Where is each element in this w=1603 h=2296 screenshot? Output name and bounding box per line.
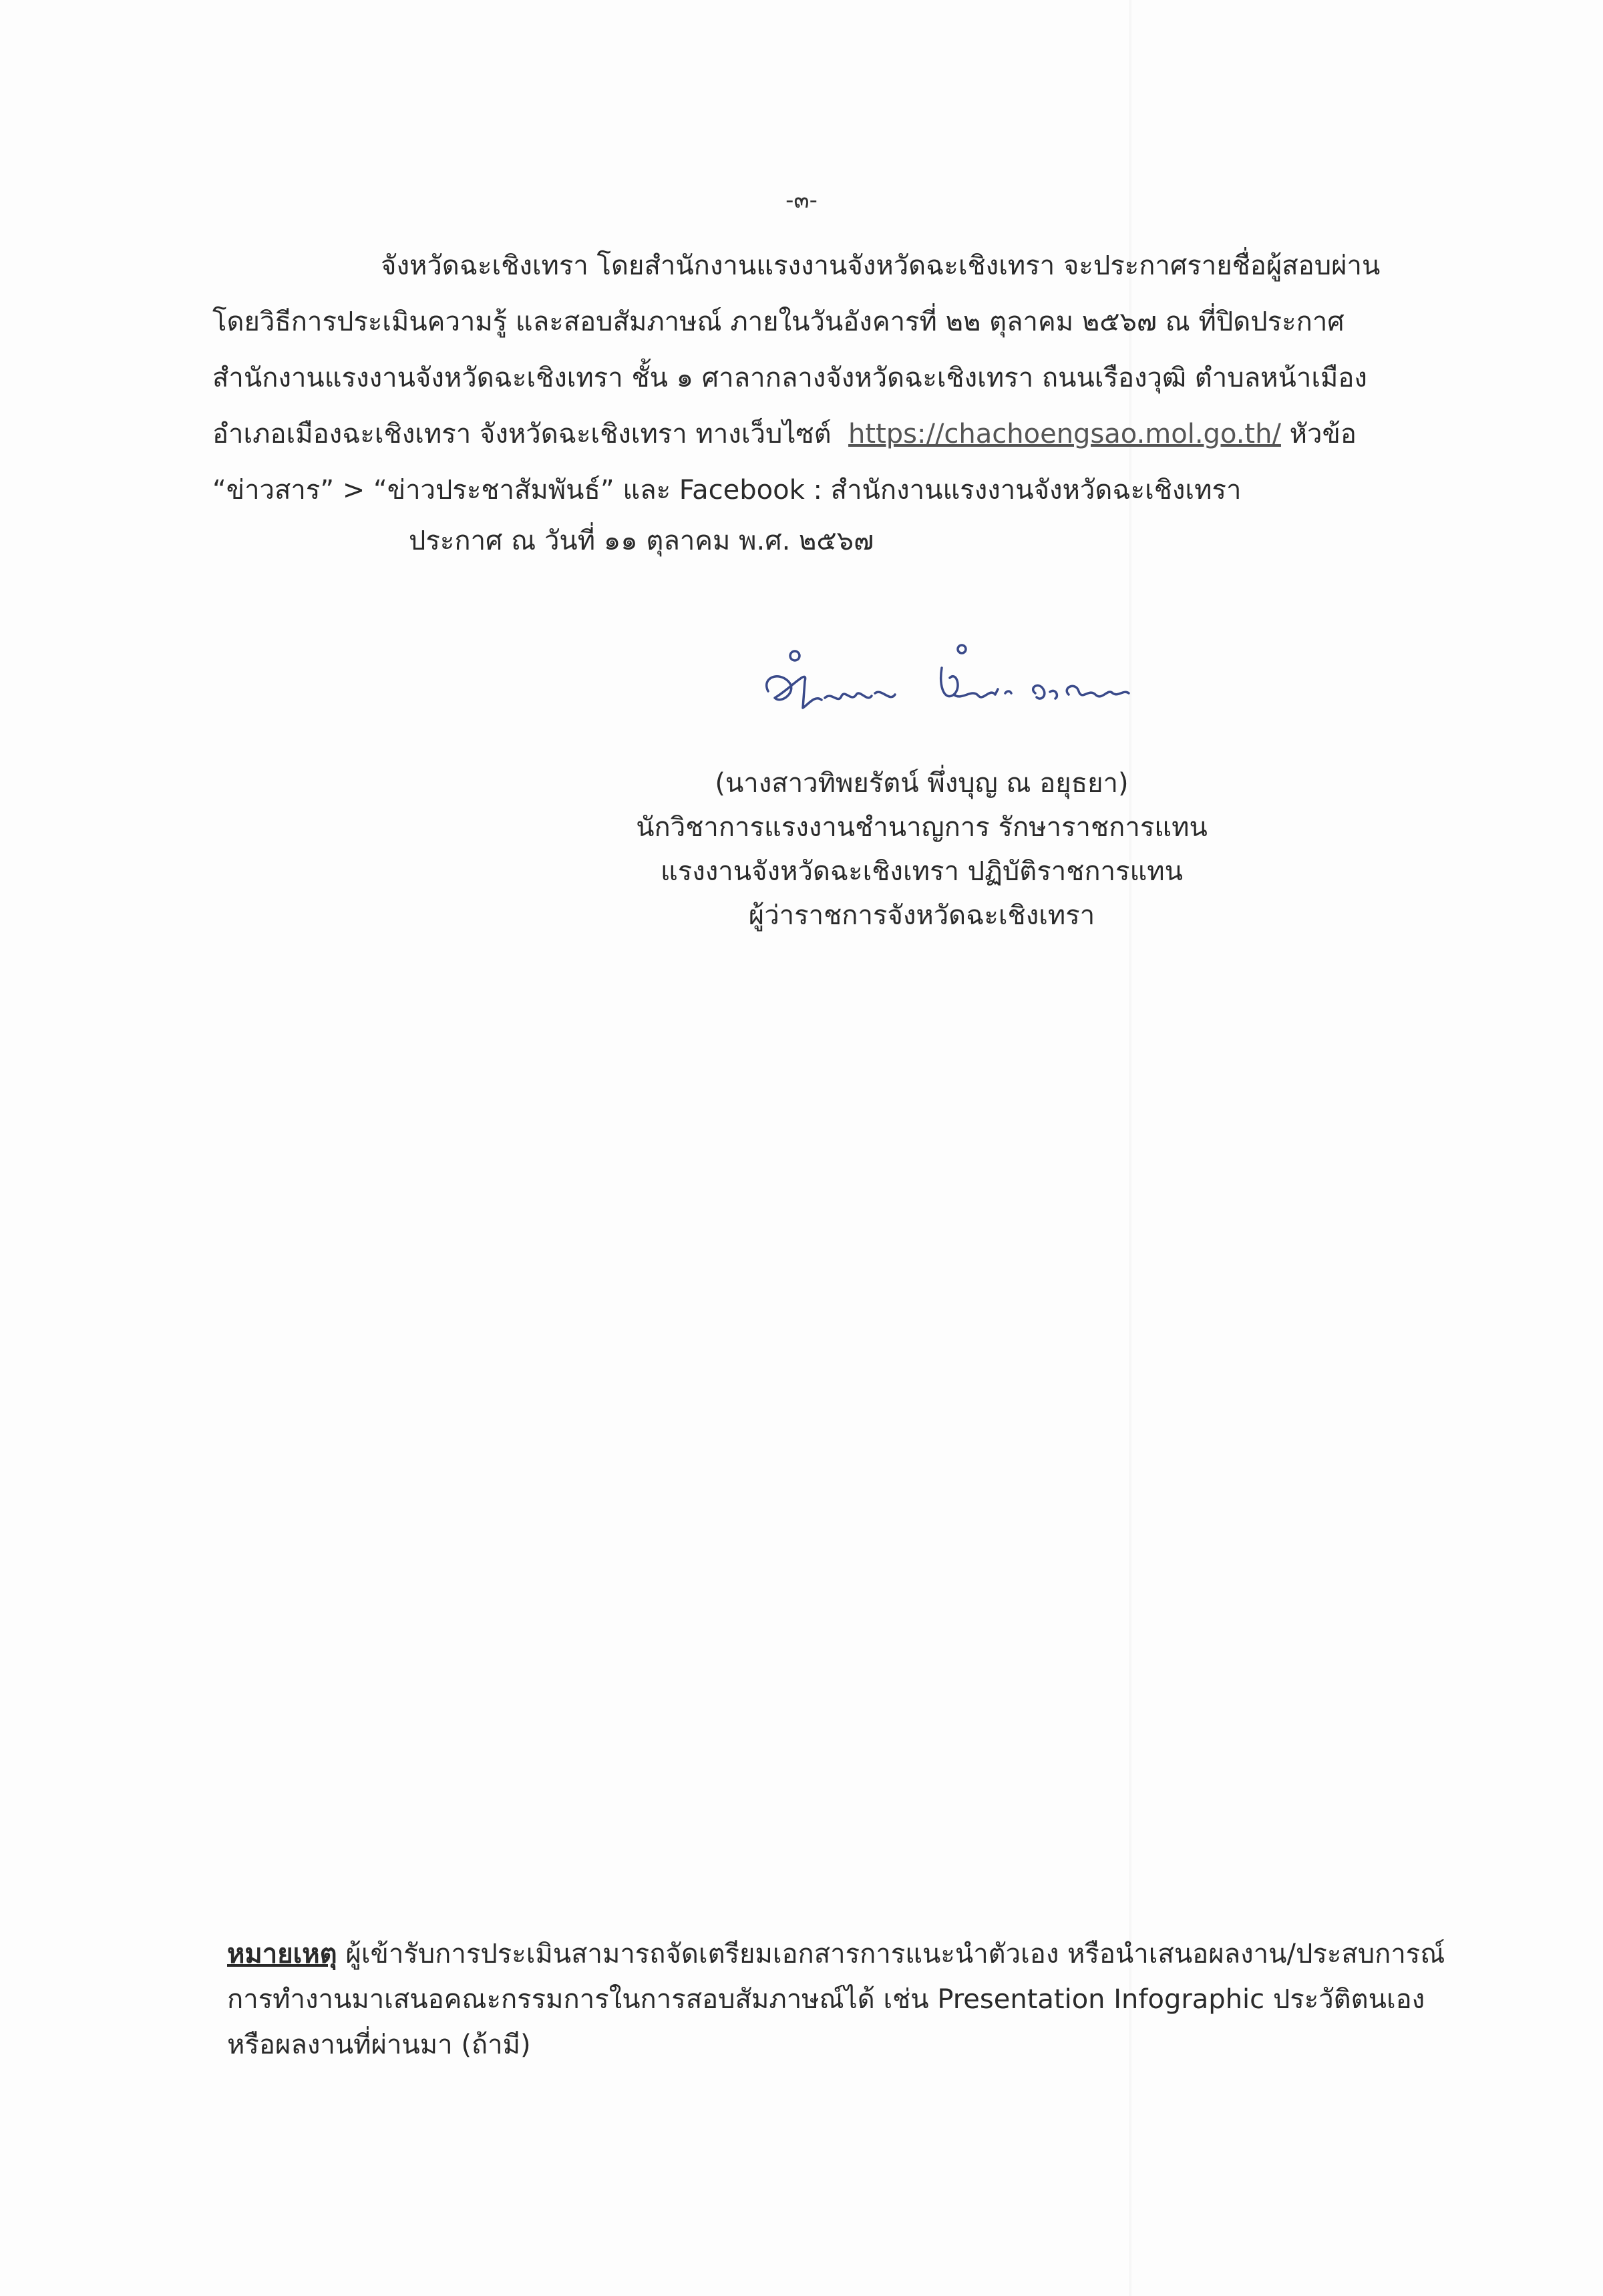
body-line: จังหวัดฉะเชิงเทรา โดยสำนักงานแรงงานจังหวัดฉะเชิงเทรา จะประกาศรายชื่อผู้สอบผ่าน xyxy=(381,250,1381,281)
signer-position: แรงงานจังหวัดฉะเชิงเทรา ปฏิบัติราชการแทน xyxy=(660,856,1184,887)
signer-position: ผู้ว่าราชการจังหวัดฉะเชิงเทรา xyxy=(748,900,1095,931)
body-paragraph xyxy=(212,238,1441,518)
signer-block xyxy=(588,761,1256,938)
remark-label: หมายเหตุ xyxy=(227,1939,337,1969)
handwritten-signature xyxy=(741,641,1135,735)
remark-line: การทำงานมาเสนอคณะกรรมการในการสอบสัมภาษณ์ได้ เช่น Presentation Infographic ประวัติตนเอง xyxy=(227,1984,1425,2015)
announcement-date: ประกาศ ณ วันที่ ๑๑ ตุลาคม พ.ศ. ๒๕๖๗ xyxy=(409,526,874,556)
body-text: อำเภอเมืองฉะเชิงเทรา จังหวัดฉะเชิงเทรา ทางเว็บไซต์ xyxy=(212,419,832,449)
body-line-with-link xyxy=(212,406,1441,462)
remark-text: ผู้เข้ารับการประเมินสามารถจัดเตรียมเอกสารการแนะนำตัวเอง หรือนำเสนอผลงาน/ประสบการณ์ xyxy=(345,1939,1445,1969)
body-line: “ข่าวสาร” > “ข่าวประชาสัมพันธ์” และ Facebook : สำนักงานแรงงานจังหวัดฉะเชิงเทรา xyxy=(212,475,1242,506)
body-line: สำนักงานแรงงานจังหวัดฉะเชิงเทรา ชั้น ๑ ศาลากลางจังหวัดฉะเชิงเทรา ถนนเรืองวุฒิ ตำบลหน้าเมือง xyxy=(212,363,1367,393)
remark-line xyxy=(227,1931,1449,1977)
page-number: -๓- xyxy=(785,187,818,214)
body-line: โดยวิธีการประเมินความรู้ และสอบสัมภาษณ์ ภายในวันอังคารที่ ๒๒ ตุลาคม ๒๕๖๗ ณ ที่ปิดประกาศ xyxy=(212,307,1345,337)
signer-position: นักวิชาการแรงงานชำนาญการ รักษาราชการแทน xyxy=(636,812,1208,843)
body-text: หัวข้อ xyxy=(1289,419,1357,449)
remark-note xyxy=(227,1931,1449,2068)
website-link[interactable]: https://chachoengsao.mol.go.th/ xyxy=(848,419,1281,449)
remark-line: หรือผลงานที่ผ่านมา (ถ้ามี) xyxy=(227,2030,531,2060)
signer-name: (นางสาวทิพยรัตน์ พึ่งบุญ ณ อยุธยา) xyxy=(715,768,1129,799)
